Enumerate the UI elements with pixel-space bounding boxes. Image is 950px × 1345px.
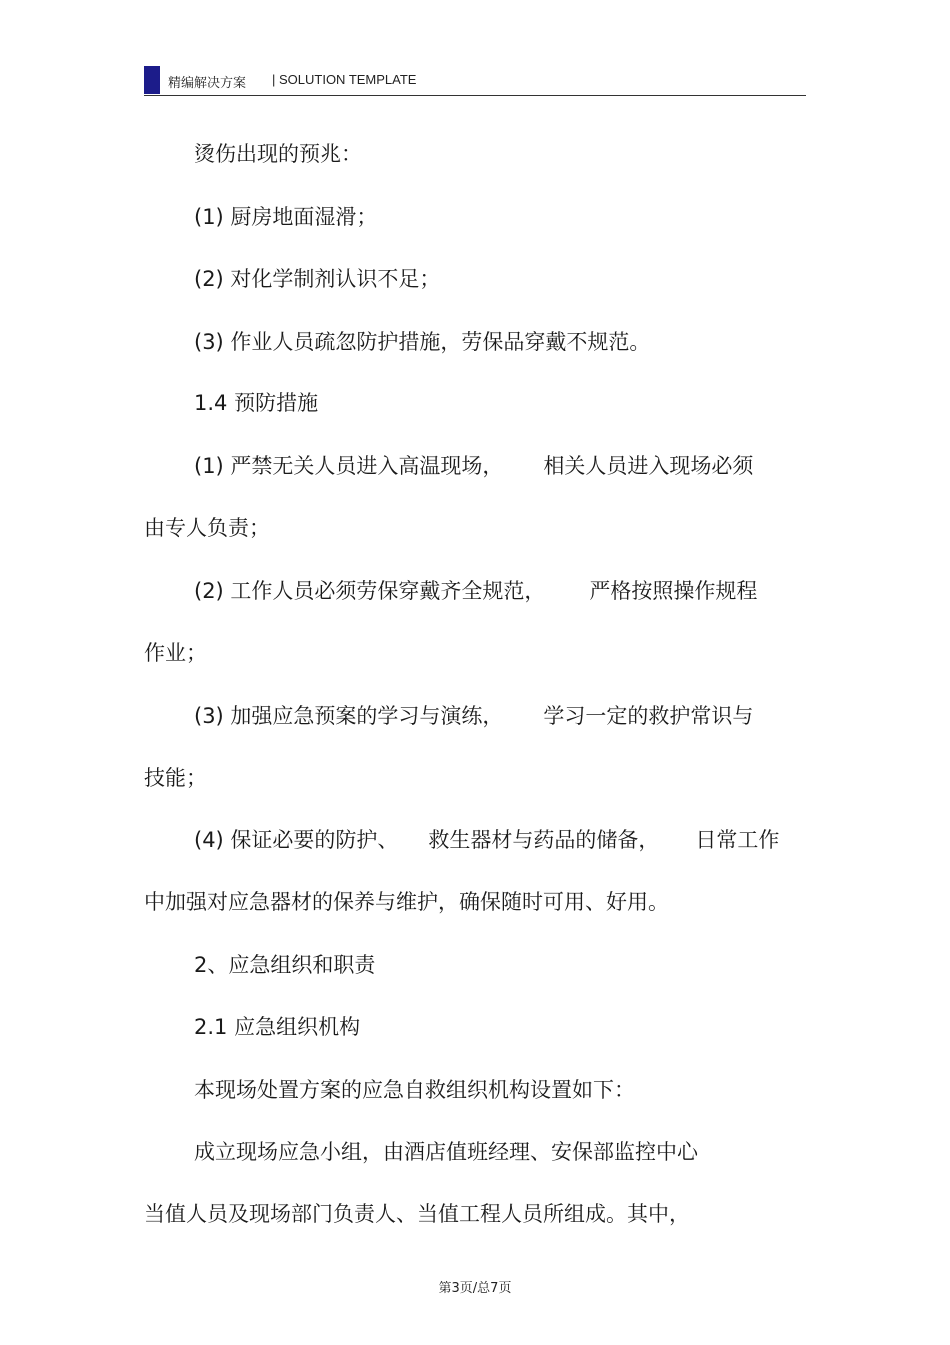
header-brand: 精编解决方案: [168, 76, 247, 91]
text-line: [194, 578, 757, 604]
text-line: (1) 厨房地面湿滑；: [194, 205, 378, 229]
header-tag: | SOLUTION TEMPLATE: [272, 72, 417, 87]
text-line: (3) 作业人员疏忽防护措施，劳保品穿戴不规范。: [194, 330, 651, 354]
text-segment: (3) 加强应急预案的学习与演练，: [194, 704, 504, 728]
text-line: [194, 827, 779, 853]
text-segment: (4) 保证必要的防护、: [194, 828, 399, 852]
text-line: 中加强对应急器材的保养与维护，确保随时可用、好用。: [144, 890, 669, 914]
text-segment: (2) 工作人员必须劳保穿戴齐全规范，: [194, 579, 546, 603]
text-line: (2) 对化学制剂认识不足；: [194, 267, 441, 291]
text-segment: 学习一定的救护常识与: [543, 704, 754, 728]
section-heading: 2.1 应急组织机构: [194, 1015, 361, 1039]
text-line: [194, 453, 753, 479]
text-line: 技能；: [144, 766, 207, 790]
text-segment: 严格按照操作规程: [589, 579, 758, 603]
text-line: 作业；: [144, 641, 207, 665]
text-segment: 日常工作: [695, 828, 780, 852]
page-header: [144, 66, 806, 96]
text-line: 本现场处置方案的应急自救组织机构设置如下：: [194, 1078, 635, 1102]
text-segment: 救生器材与药品的储备，: [428, 828, 660, 852]
section-heading: 2、应急组织和职责: [194, 953, 376, 977]
text-segment: 相关人员进入现场必须: [543, 454, 754, 478]
text-line: 由专人负责；: [144, 516, 270, 540]
page-number: 第3页/总7页: [438, 1281, 512, 1296]
text-line: 成立现场应急小组，由酒店值班经理、安保部监控中心: [194, 1140, 698, 1164]
header-divider: [144, 95, 806, 96]
text-segment: (1) 严禁无关人员进入高温现场，: [194, 454, 504, 478]
text-line: [194, 703, 753, 729]
section-heading: 1.4 预防措施: [194, 391, 319, 415]
text-line: 烫伤出现的预兆：: [194, 142, 362, 166]
logo-icon: [144, 66, 160, 94]
text-line: 当值人员及现场部门负责人、当值工程人员所组成。其中，: [144, 1202, 690, 1226]
